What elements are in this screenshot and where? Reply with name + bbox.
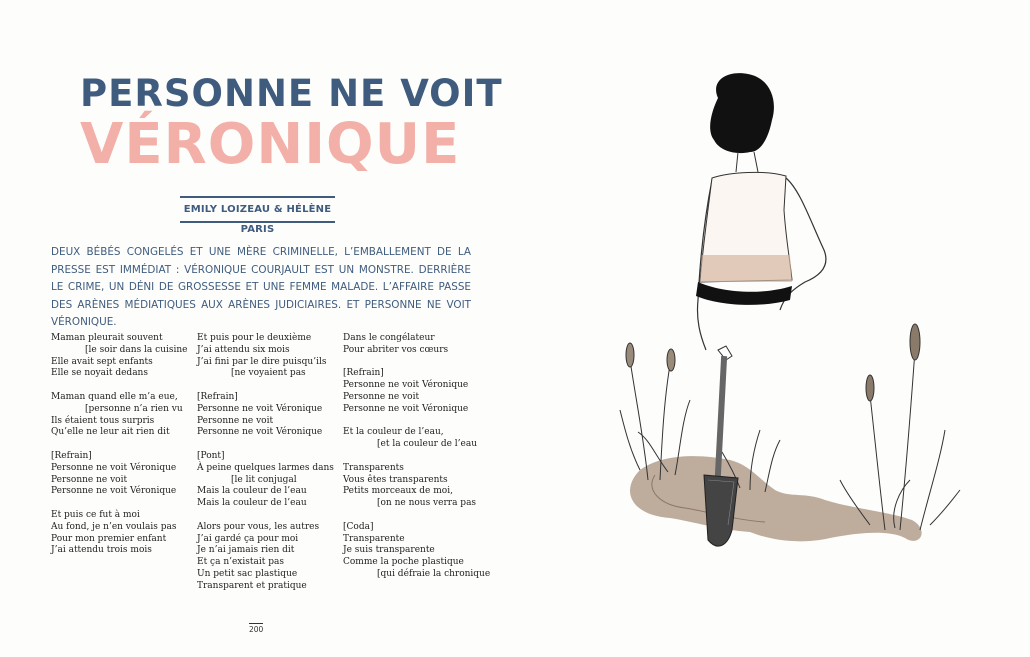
lyric-line: Personne ne voit Véronique — [51, 462, 177, 473]
lyric-line: Transparents — [343, 462, 404, 473]
wheat-right — [840, 324, 960, 530]
lyrics-column-1 — [51, 333, 188, 557]
lyric-line: Je suis transparente — [343, 545, 435, 556]
lyric-line: J’ai attendu six mois — [197, 344, 290, 355]
lyric-line: J’ai attendu trois mois — [51, 545, 152, 556]
authors: EMILY LOIZEAU & HÉLÈNE PARIS — [183, 204, 332, 235]
lyric-line: [et la couleur de l’eau — [377, 439, 478, 450]
lyric-line: Qu’elle ne leur ait rien dit — [51, 427, 170, 438]
lyric-line: Comme la poche plastique — [343, 557, 464, 568]
lyric-line: Maman pleurait souvent — [51, 333, 163, 343]
shovel — [704, 346, 738, 546]
lyric-line: Un petit sac plastique — [197, 568, 298, 579]
lyric-line: Ils étaient tous surpris — [51, 415, 155, 426]
lyric-line: Et puis pour le deuxième — [197, 333, 312, 343]
lyric-line: Elle avait sept enfants — [51, 356, 153, 367]
woman-figure — [696, 73, 826, 350]
lyrics-column-3 — [343, 333, 490, 581]
intro-text: DEUX BÉBÉS CONGELÉS ET UNE MÈRE CRIMINELLE, L’EMBALLEMENT DE LA PRESSE EST IMMÉDIAT : VÉRONIQUE COURJAULT EST UN MONSTRE. DERRIÈRE LE CRIME, UN DÉNI DE GROSSESSE ET UNE FEMME MALADE. L’AFFAIRE PASSE DES ARÈNES MÉDIATIQUES AUX ARÈNES JUDICIAIRES. ET PERSONNE NE VOIT VÉRONIQUE. — [51, 246, 471, 328]
lyric-line: [personne n’a rien vu — [85, 403, 183, 414]
lyric-line: Personne ne voit Véronique — [343, 403, 469, 414]
lyric-line: Maman quand elle m’a eue, — [51, 391, 178, 402]
title-line-2: VÉRONIQUE — [80, 112, 461, 177]
title-line-1: PERSONNE NE VOIT — [80, 72, 503, 115]
lyric-line: [ne voyaient pas — [231, 368, 306, 379]
lyric-line: [qui défraie la chronique — [377, 568, 491, 579]
lyric-line: Mais la couleur de l’eau — [197, 486, 307, 497]
lyric-line — [197, 380, 334, 392]
lyric-line: Pour abriter vos cœurs — [343, 344, 449, 355]
lyric-line: J’ai gardé ça pour moi — [197, 533, 299, 544]
lyric-line: Vous êtes transparents — [343, 474, 448, 485]
lyric-line: Personne ne voit — [197, 415, 274, 426]
lyric-line: J’ai fini par le dire puisqu’ils — [197, 356, 327, 367]
woman-with-shovel-illustration — [600, 60, 1000, 620]
lyric-line: [on ne nous verra pas — [377, 498, 477, 509]
lyric-line — [343, 451, 490, 463]
lyric-line: Transparente — [343, 533, 405, 544]
lyric-line: Personne ne voit Véronique — [197, 427, 323, 438]
lyric-line: Dans le congélateur — [343, 333, 435, 343]
authors-rule-top — [180, 196, 335, 198]
lyric-line — [197, 439, 334, 451]
lyric-line — [51, 380, 188, 392]
lyric-line: Et ça n’existait pas — [197, 557, 284, 568]
lyric-line: [Coda] — [343, 521, 374, 532]
lyric-line: [Refrain] — [343, 368, 384, 379]
lyric-line: Personne ne voit Véronique — [51, 486, 177, 497]
lyric-line: Alors pour vous, les autres — [197, 521, 320, 532]
lyric-line — [51, 439, 188, 451]
lyric-line: À peine quelques larmes dans — [197, 462, 334, 473]
lyric-line: Et puis ce fut à moi — [51, 509, 140, 520]
lyric-line: Mais la couleur de l’eau — [197, 498, 307, 509]
lyric-line: Personne ne voit — [51, 474, 128, 485]
lyric-line: [Refrain] — [197, 391, 238, 402]
lyric-line: Pour mon premier enfant — [51, 533, 167, 544]
lyric-line: Elle se noyait dedans — [51, 368, 148, 379]
lyric-line: Et la couleur de l’eau, — [343, 427, 444, 438]
intro-paragraph — [51, 244, 471, 332]
lyric-line: [le lit conjugal — [231, 474, 297, 485]
lyrics-column-2 — [197, 333, 334, 593]
lyric-line — [343, 510, 490, 522]
lyric-line: Petits morceaux de moi, — [343, 486, 453, 497]
authors-rule-bottom — [180, 221, 335, 223]
lyric-line: [Refrain] — [51, 450, 92, 461]
lyric-line — [197, 510, 334, 522]
lyric-line — [343, 357, 490, 369]
lyric-line: [Pont] — [197, 450, 225, 461]
page-number: 200 — [249, 625, 264, 634]
lyric-line — [51, 498, 188, 510]
lyric-line: Transparent et pratique — [197, 580, 307, 591]
lyric-line: [le soir dans la cuisine — [85, 344, 188, 355]
lyric-line: Personne ne voit Véronique — [343, 380, 469, 391]
lyric-line: Au fond, je n’en voulais pas — [51, 521, 177, 532]
lyric-line: Je n’ai jamais rien dit — [197, 545, 295, 556]
lyric-line — [343, 416, 490, 428]
lyric-line: Personne ne voit — [343, 391, 420, 402]
lyric-line: Personne ne voit Véronique — [197, 403, 323, 414]
